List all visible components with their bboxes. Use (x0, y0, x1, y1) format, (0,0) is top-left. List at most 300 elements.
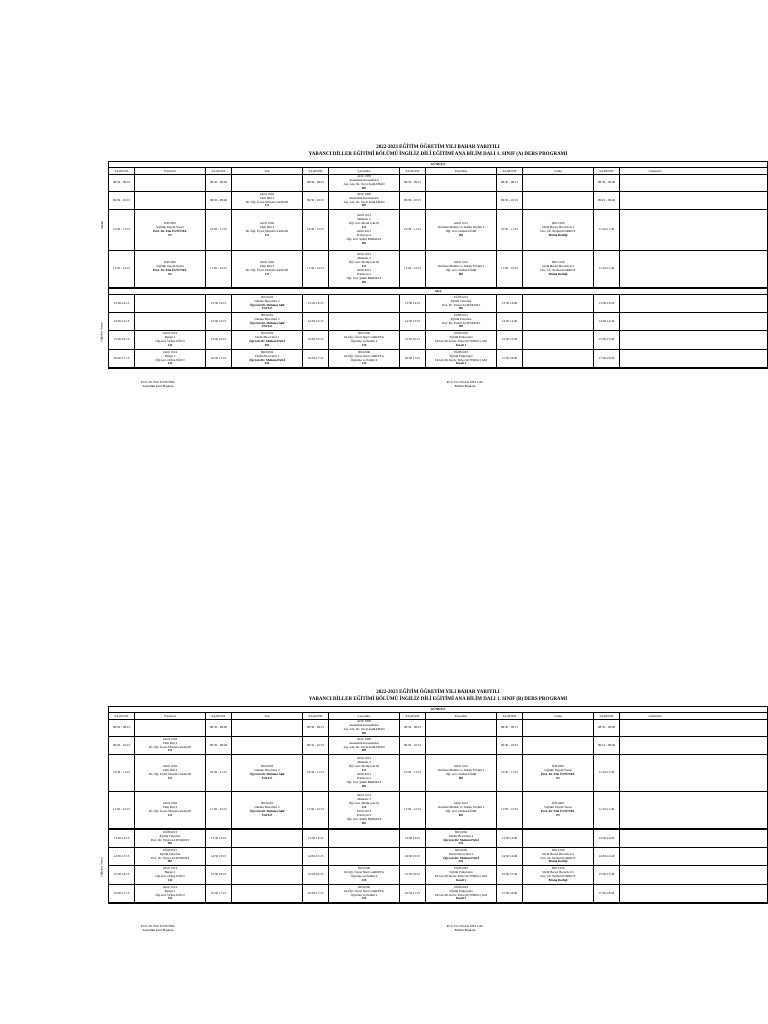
time-text: 14:30 15:15 (210, 853, 227, 858)
column-header: Cuma (523, 168, 594, 174)
schedule-row (109, 350, 767, 368)
course-line: Akademik Konuşmalar (349, 195, 379, 200)
course-line: Sağlıklı Yaşam Yazısı (156, 225, 184, 230)
time-cell (497, 830, 523, 847)
time-text: 14:30-15:15 (113, 318, 130, 323)
course-cell (329, 830, 400, 847)
course-line: GKD 1013 (356, 252, 372, 257)
signature-name: Prof. Dr. Nevide DELLAL (446, 380, 484, 384)
day-note: GÜNDÜZ (109, 707, 767, 713)
course-line: GKD 1014 (162, 885, 178, 889)
course-cell (135, 251, 206, 287)
time-cell (303, 737, 329, 754)
course-line: Eğitim Felsefesi (159, 833, 181, 838)
time-cell (109, 848, 135, 865)
course-line: YAVUZ (261, 306, 273, 311)
course-cell (523, 830, 594, 847)
course-cell (620, 866, 690, 884)
time-cell (400, 755, 426, 791)
course-line: B8 (556, 775, 560, 780)
course-line: Öğr.Gör. Orhan EĞİCİ (155, 874, 185, 878)
time-cell (594, 866, 620, 884)
course-line: B8 (168, 271, 172, 276)
course-line: B8 (362, 185, 366, 190)
course-line: Dr.Öğr. Üyesi Nazi GARDİYA (344, 870, 384, 875)
course-line: Öğr.Gör.Dr. Mehmet Akif (249, 302, 285, 307)
time-cell (400, 720, 426, 736)
course-line: Öğr.Gör.Dr. Mehmet Akif (249, 772, 285, 776)
course-line: Türk Dili 2 (259, 264, 275, 269)
course-line: Dr.Gör.Dr.Sevde Tuba ÖZ FERİK ÇAM (435, 892, 487, 897)
course-line: Kuali 1 (455, 877, 466, 882)
course-cell (135, 830, 206, 847)
course-cell (232, 885, 303, 902)
course-cell (523, 192, 594, 209)
course-line: Öğretme ve İletimi 2 (350, 339, 378, 343)
time-cell (594, 350, 620, 367)
course-line: B8 (556, 812, 560, 817)
column-header: SAATLER (109, 713, 135, 719)
day-group (99, 162, 768, 289)
time-text: 11:30 - 12:15 (112, 807, 131, 812)
time-cell (109, 331, 135, 349)
course-cell (232, 313, 303, 330)
schedule-a (99, 145, 768, 369)
course-line: 233 (361, 896, 367, 901)
schedule-a-title (108, 145, 768, 158)
time-cell (206, 210, 232, 250)
time-cell (594, 313, 620, 330)
time-text: 17:30 18:00 (501, 355, 518, 360)
course-line: 233 (361, 342, 367, 347)
course-cell (135, 210, 206, 250)
course-line: B8 (459, 271, 463, 276)
course-cell (329, 792, 400, 828)
course-line: Okuma Becerileri 2 (254, 768, 280, 773)
course-line: Öğretme ve İletimi 2 (350, 874, 378, 878)
course-cell (329, 866, 400, 884)
course-cell (426, 192, 497, 209)
time-cell (400, 737, 426, 754)
time-text: 09:30 - 10:15 (306, 197, 325, 202)
time-text: 13:30-14:15 (113, 300, 130, 305)
course-cell (426, 830, 497, 847)
time-text: 13:30 14:15 (210, 835, 227, 840)
course-cell (620, 792, 690, 828)
column-header: Pazartesi (135, 168, 206, 174)
course-line: Okuma Becerileri 2 (254, 805, 280, 810)
time-text: 11:30 - 12:15 (403, 266, 422, 271)
time-cell (497, 866, 523, 884)
course-line: Dr. Öğr. Üyesi Mustafa SARGIN (148, 744, 192, 749)
course-cell (329, 313, 400, 330)
course-line: 111 (167, 748, 173, 753)
time-cell (206, 737, 232, 754)
course-line: Benge 2 (164, 353, 176, 358)
time-text: 09:30 - 10:15 (306, 742, 325, 747)
column-header: SAATLER (206, 713, 232, 719)
course-line: Sağlıklı Yaşam Yazısı (544, 768, 572, 773)
time-cell (109, 295, 135, 312)
course-cell (426, 251, 497, 287)
course-line: Öğr.Gör. Orhan EĞİCİ (155, 357, 185, 362)
course-line: Yazma Becerileri 2 (448, 833, 474, 838)
time-text: 08:30 - 09:15 (403, 725, 422, 730)
course-line: Öğr. Gör. Osman EĞMİ (445, 268, 477, 272)
time-text: 13:30 14:15 (210, 300, 227, 305)
time-cell (594, 210, 620, 250)
time-cell (400, 210, 426, 250)
course-line: 233 (361, 361, 367, 366)
course-line: Mimesis 2 (357, 797, 371, 802)
course-line: Arş. Gör. Dr. Veysi KARAHAN (343, 199, 385, 204)
course-cell (426, 331, 497, 349)
course-line: EĞİB1013 (454, 295, 468, 299)
time-cell (303, 210, 329, 250)
course-cell (620, 737, 690, 754)
course-line: 301 (458, 841, 464, 846)
course-line: GKD 1004 (259, 192, 275, 196)
time-text: 14:30 15:15 (404, 318, 421, 323)
course-line: İDÖ1006 (357, 350, 371, 354)
time-text: 09:30 - 10:15 (112, 742, 131, 747)
time-cell (206, 192, 232, 209)
course-line: Okuma Becerileri 2 (254, 316, 280, 321)
course-cell (523, 331, 594, 349)
time-text: 11:30 - 12:15 (500, 266, 519, 271)
course-line: GKD 1004 (162, 737, 178, 741)
evening-group-label: Öğleden Sonra (100, 321, 105, 342)
course-line: B8 (362, 279, 366, 284)
time-text: 13:30-14:00 (598, 835, 615, 840)
course-line: Prof. Dr. Eda ÜSTÜNEL (153, 229, 187, 233)
course-line: 301 (264, 361, 270, 366)
course-line: Öğr. Gör. Melik ÇALIŞ (348, 801, 380, 806)
schedule-b-table (100, 706, 768, 904)
time-cell (109, 737, 135, 754)
time-text: 15:30-16:15 (307, 872, 324, 877)
time-text: 11:30 - 12:15 (403, 807, 422, 812)
time-text: 08:30 - 09:15 (306, 180, 325, 185)
schedule-row (109, 192, 767, 210)
course-line: İDO1003 (260, 295, 274, 299)
course-line: Sınıftaki Mutluk ve Toksik Yardım 2 (437, 805, 485, 810)
course-line: Türk Dili 2 (162, 768, 178, 773)
course-line: B8 (362, 240, 366, 245)
course-line: Öğr. Gör. Melik ÇALIŞ (348, 221, 380, 226)
course-cell (135, 720, 206, 736)
course-line: Prof. Dr. Eda ÜSTÜNEL (541, 772, 575, 776)
time-cell (497, 792, 523, 828)
time-text: 10:30 - 11:15 (209, 227, 228, 232)
time-text: 08:30 - 09:15 (500, 725, 519, 730)
time-cell (109, 720, 135, 736)
course-line: Türk Dili 2 (162, 740, 178, 745)
course-line: Eğitim Felsefesi (450, 316, 472, 321)
course-line: 132 (167, 896, 173, 901)
course-line: GKD 1014 (162, 350, 178, 354)
course-line: Prof. Dr. Eda ÜSTÜNEL (541, 809, 575, 813)
course-line: İDO1003 (260, 764, 274, 769)
course-line: İDO 1006 (551, 221, 565, 226)
course-cell (426, 313, 497, 330)
time-cell (303, 331, 329, 349)
course-line: Dr.Öğr. Üyesi Nazi GARDİYA (344, 888, 384, 893)
course-line: Öğr. Gör. Melik ÇALIŞ (348, 260, 380, 265)
course-line: Arş. Gör. Dr. Veysi KARAHAN (343, 727, 385, 731)
schedule-title-line-1: 2022-2023 EĞİTİM ÖĞRETİM YILI BAHAR YARIYILI (376, 690, 500, 695)
signature-right-b (430, 924, 500, 932)
course-line: GKD 1012 (453, 260, 469, 265)
course-cell (329, 755, 400, 791)
course-line: ADZ 1008 (357, 192, 371, 196)
course-cell (135, 848, 206, 865)
course-line: Öğr. Gör. Şükrü BORMAZ (346, 816, 382, 821)
time-text: 08:30 - 09:00 (597, 180, 616, 185)
course-line: Okuma Becerileri 2 (254, 298, 280, 303)
time-text: 15:30-16:15 (113, 872, 130, 877)
course-line: Öğr. Gör. Şükrü BORMAZ (346, 236, 382, 241)
course-cell (232, 792, 303, 828)
time-text: 09:30 - 10:15 (403, 742, 422, 747)
course-line: Kuali 1 (455, 896, 466, 901)
time-text: 13:30 14:15 (404, 300, 421, 305)
time-cell (206, 350, 232, 367)
course-cell (620, 175, 690, 191)
course-cell (329, 737, 400, 754)
course-line: Prof. Dr. Yalçın ALTINKURT (441, 302, 481, 307)
time-text: 16:30 17:15 (404, 890, 421, 895)
time-cell (109, 792, 135, 828)
course-cell (426, 755, 497, 791)
course-line: Dr. Öğr. Üyesi Mustafa SARGIN (148, 809, 192, 813)
time-text: 16:30-17:15 (307, 355, 324, 360)
course-line: 301 (264, 342, 270, 347)
column-header: Perşembe (426, 713, 497, 719)
course-line: Sağlıklı Yaşam Yazısı (156, 264, 184, 269)
header-row (109, 713, 767, 720)
course-line: Sözlü Beceri Becerileri 2 (541, 225, 575, 230)
course-line: GKD 2013 (356, 229, 372, 233)
course-line: Sözlü Beceri Becerileri 2 (541, 264, 575, 269)
course-line: B8 (459, 306, 463, 311)
time-cell (206, 720, 232, 736)
time-cell (594, 192, 620, 209)
time-cell (594, 331, 620, 349)
day-rows (109, 175, 767, 288)
time-text: 10:30 - 11:15 (112, 770, 131, 775)
course-cell (329, 251, 400, 287)
evening-group (100, 830, 768, 904)
course-cell (329, 331, 400, 349)
time-text: 08:30 - 09:00 (597, 725, 616, 730)
time-cell (400, 175, 426, 191)
course-line: Sözlü Beceri Becerileri 2 (541, 851, 575, 856)
time-cell (497, 848, 523, 865)
time-cell (594, 251, 620, 287)
course-line: Dr. Öğr. Üyesi Mustafa SARGIN (245, 229, 289, 233)
course-cell (523, 313, 594, 330)
time-text: 15:30-15:40 (598, 337, 615, 342)
time-text: 13:30 14:00 (501, 835, 518, 840)
course-line: Eğitim Psikolojisi (449, 870, 473, 875)
time-cell (497, 295, 523, 312)
course-line: Akademik Konuşmalar (349, 723, 379, 728)
course-cell (523, 720, 594, 736)
course-line: B8 (362, 820, 366, 825)
signature-role: Bölüm Başkanı (454, 928, 476, 933)
time-cell (594, 720, 620, 736)
course-cell (135, 866, 206, 884)
schedule-row (109, 295, 767, 313)
course-line: B8 (459, 812, 463, 817)
schedule-row (109, 313, 767, 331)
course-cell (426, 885, 497, 902)
column-header: SAATLER (303, 168, 329, 174)
time-text: 14:30-15:15 (307, 318, 324, 323)
course-line: EĞİB1003 (454, 866, 468, 871)
course-line: B8 (459, 232, 463, 237)
time-cell (303, 720, 329, 736)
time-cell (400, 192, 426, 209)
time-text: 08:30 - 09:15 (112, 180, 131, 185)
course-line: Pratisyen 2 (356, 232, 372, 237)
time-cell (206, 792, 232, 828)
time-text: 11:30 - 12:15 (209, 266, 228, 271)
course-line: B8 (459, 775, 463, 780)
course-line: İDO 1006 (551, 848, 565, 852)
time-text: 10:30 - 11:15 (500, 770, 519, 775)
time-text: 16:30-17:15 (113, 355, 130, 360)
course-cell (232, 350, 303, 367)
time-text: 11:30 - 12:15 (209, 807, 228, 812)
course-cell (426, 210, 497, 250)
time-cell (303, 830, 329, 847)
course-line: İDO 1006 (551, 260, 565, 265)
course-line: B8 (362, 203, 366, 208)
course-line: B8 (362, 783, 366, 788)
course-line: Eğitim Psikolojisi (449, 335, 473, 340)
time-text: 10:30 - 11:15 (306, 770, 325, 775)
time-text: 15:30-16:15 (113, 337, 130, 342)
course-cell (135, 737, 206, 754)
schedule-row (109, 210, 767, 251)
column-header: SAATLER (206, 168, 232, 174)
course-line: 111 (361, 768, 367, 773)
time-text: 14:30-14:40 (598, 853, 615, 858)
course-cell (329, 175, 400, 191)
course-line: Sınıftaki Mutluk ve Toksik Yardım 2 (437, 768, 485, 773)
time-cell (303, 350, 329, 367)
course-cell (135, 755, 206, 791)
schedule-row (109, 251, 767, 288)
time-cell (109, 251, 135, 287)
column-header: Çarşamba (329, 713, 400, 719)
time-cell (400, 866, 426, 884)
time-text: 10:30 - 11:15 (112, 227, 131, 232)
schedule-row (109, 720, 767, 737)
time-text: 15:30 16:15 (404, 337, 421, 342)
time-text: 09:10 - 09:40 (597, 197, 616, 202)
course-line: 111 (361, 805, 367, 810)
time-text: 14:30-15:15 (307, 853, 324, 858)
time-cell (400, 295, 426, 312)
course-line: GKD 2013 (356, 268, 372, 272)
signature-right-a (430, 380, 500, 388)
column-header: SAATLER (400, 168, 426, 174)
column-header: Perşembe (426, 168, 497, 174)
course-line: Benge 2 (164, 888, 176, 893)
course-line: Dr.Gör.Dr.Sevde Tuba ÖZ FERİK ÇAM (435, 874, 487, 878)
time-text: 13:30 14:00 (501, 300, 518, 305)
course-cell (620, 313, 690, 330)
course-line: İDE1006 (552, 764, 564, 769)
course-line: Öğr. Gör. Osman EĞMİ (445, 229, 477, 233)
time-text: 09:30 - 10:15 (500, 197, 519, 202)
time-cell (400, 350, 426, 367)
course-cell (523, 210, 594, 250)
time-text: 08:30 - 09:15 (306, 725, 325, 730)
course-line: İDE1006 (164, 260, 176, 265)
course-line: Akademik Konuşmalar (349, 740, 379, 745)
time-text: 15:30-15:40 (598, 872, 615, 877)
course-line: Türk Dili 2 (259, 225, 275, 230)
course-cell (232, 755, 303, 791)
course-line: İDE1006 (552, 801, 564, 806)
time-cell (400, 830, 426, 847)
time-cell (109, 350, 135, 367)
time-cell (497, 175, 523, 191)
course-line: B8 (459, 324, 463, 329)
time-cell (497, 720, 523, 736)
schedule-b-title (108, 690, 768, 703)
course-line: Öğr.Gör.Dr. Meltem EŞKİ (443, 855, 479, 860)
course-line: Doç. Dr. Nerhan KORKUT (540, 874, 576, 878)
signature-role: Anabilim Dalı Başkanı (142, 928, 174, 933)
schedule-title-line-1: 2022-2023 EĞİTİM ÖĞRETİM YILI BAHAR YARIYILI (376, 145, 500, 150)
time-text: 15:30 16:15 (404, 872, 421, 877)
course-line: B8 (168, 841, 172, 846)
course-cell (329, 848, 400, 865)
course-line: YAVUZ (261, 812, 273, 817)
time-text: 16:30-17:15 (307, 890, 324, 895)
course-cell (232, 737, 303, 754)
course-cell (329, 295, 400, 312)
time-text: 16:30 17:15 (210, 355, 227, 360)
time-text: 17:30 18:00 (501, 890, 518, 895)
course-line: 111 (167, 812, 173, 817)
time-text: 15:30 16:15 (210, 872, 227, 877)
time-text: 14:30-14:40 (598, 318, 615, 323)
course-line: YAVUZ (261, 775, 273, 780)
time-cell (497, 755, 523, 791)
course-line: GKD 2013 (356, 809, 372, 813)
course-line: İDO1003 (260, 313, 274, 317)
course-cell (620, 295, 690, 312)
course-cell (523, 737, 594, 754)
course-line: Bruna Derliği (548, 859, 568, 864)
course-cell (426, 792, 497, 828)
time-cell (303, 251, 329, 287)
course-line: Türk Dili 2 (259, 195, 275, 200)
time-cell (109, 866, 135, 884)
course-line: Öğr.Gör. Orhan EĞİCİ (155, 892, 185, 897)
time-text: 16:30 17:15 (404, 355, 421, 360)
time-cell (497, 192, 523, 209)
time-text: 09:30 - 09:40 (209, 197, 228, 202)
course-line: Öğr. Gör. Şükrü BORMAZ (346, 779, 382, 784)
course-line: GKD 1013 (356, 213, 372, 218)
